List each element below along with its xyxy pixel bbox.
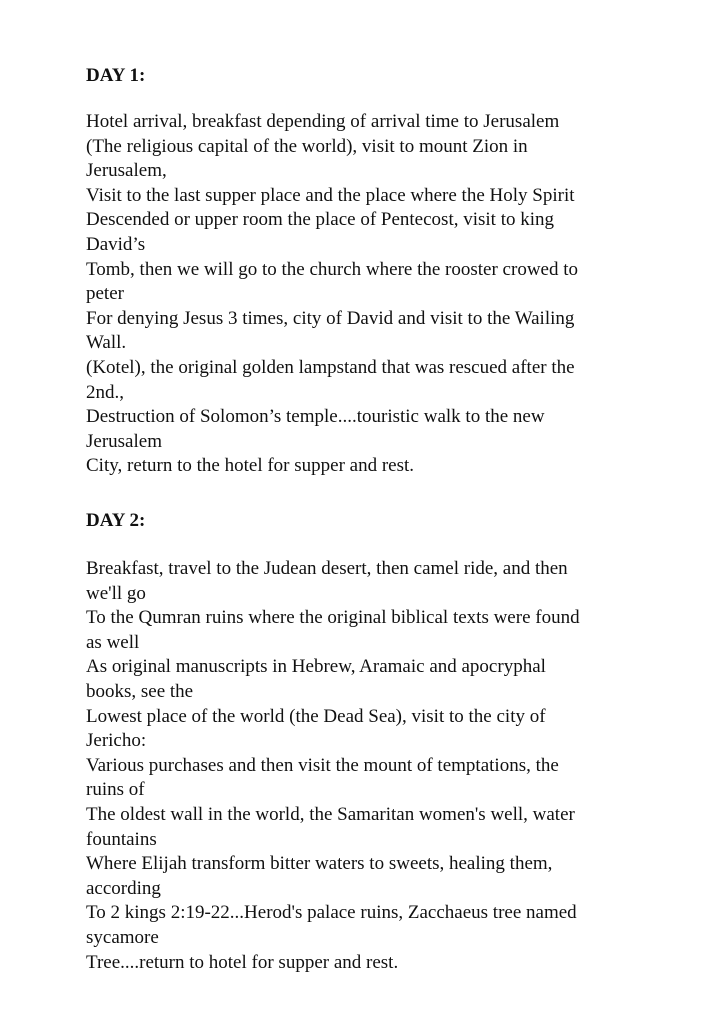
day2-line: as well	[86, 631, 140, 653]
day2-line: according	[86, 877, 161, 899]
day1-line: Tomb, then we will go to the church where the rooster crowed to	[86, 258, 578, 280]
day2-line: Where Elijah transform bitter waters to sweets, healing them,	[86, 853, 553, 875]
day1-line: Descended or upper room the place of Pentecost, visit to king	[86, 209, 555, 231]
day2-line: To 2 kings 2:19-22...Herod's palace ruins, Zacchaeus tree named	[86, 902, 577, 924]
day1-paragraph	[86, 110, 578, 479]
day1-heading: DAY 1:	[86, 65, 146, 86]
day1-line: (The religious capital of the world), visit to mount Zion in	[86, 135, 528, 157]
day1-line: Jerusalem,	[86, 160, 167, 182]
day1-line: For denying Jesus 3 times, city of David and visit to the Wailing	[86, 307, 575, 329]
day2-line: books, see the	[86, 680, 194, 702]
day2-line: Jericho:	[86, 730, 147, 752]
day2-line: The oldest wall in the world, the Samaritan women's well, water	[86, 803, 575, 825]
day1-line: (Kotel), the original golden lampstand that was rescued after the	[86, 356, 575, 378]
day2-line: ruins of	[86, 779, 145, 801]
document-page	[86, 0, 686, 1024]
day2-line: Breakfast, travel to the Judean desert, then camel ride, and then	[86, 558, 568, 579]
day2-line: fountains	[86, 828, 157, 850]
day1-line: Visit to the last supper place and the place where the Holy Spirit	[86, 184, 575, 206]
day1-line: Jerusalem	[86, 430, 162, 452]
day1-line: Destruction of Solomon’s temple....touristic walk to the new	[86, 406, 545, 428]
day1-line: 2nd.,	[86, 381, 124, 403]
day1-line: Hotel arrival, breakfast depending of arrival time to Jerusalem	[86, 111, 560, 132]
day2-line: we'll go	[86, 582, 146, 604]
day2-paragraph	[86, 557, 580, 975]
day2-line: Various purchases and then visit the mount of temptations, the	[86, 754, 559, 776]
day2-heading: DAY 2:	[86, 510, 146, 531]
day2-line: To the Qumran ruins where the original biblical texts were found	[86, 607, 580, 629]
day2-line: As original manuscripts in Hebrew, Aramaic and apocryphal	[86, 656, 546, 678]
day2-line: sycamore	[86, 926, 159, 948]
day1-line: peter	[86, 283, 124, 305]
day1-line: David’s	[86, 233, 146, 255]
day2-line: Tree....return to hotel for supper and rest.	[86, 951, 399, 973]
day2-line: Lowest place of the world (the Dead Sea), visit to the city of	[86, 705, 546, 727]
day1-line: City, return to the hotel for supper and rest.	[86, 455, 415, 477]
day1-line: Wall.	[86, 332, 127, 354]
